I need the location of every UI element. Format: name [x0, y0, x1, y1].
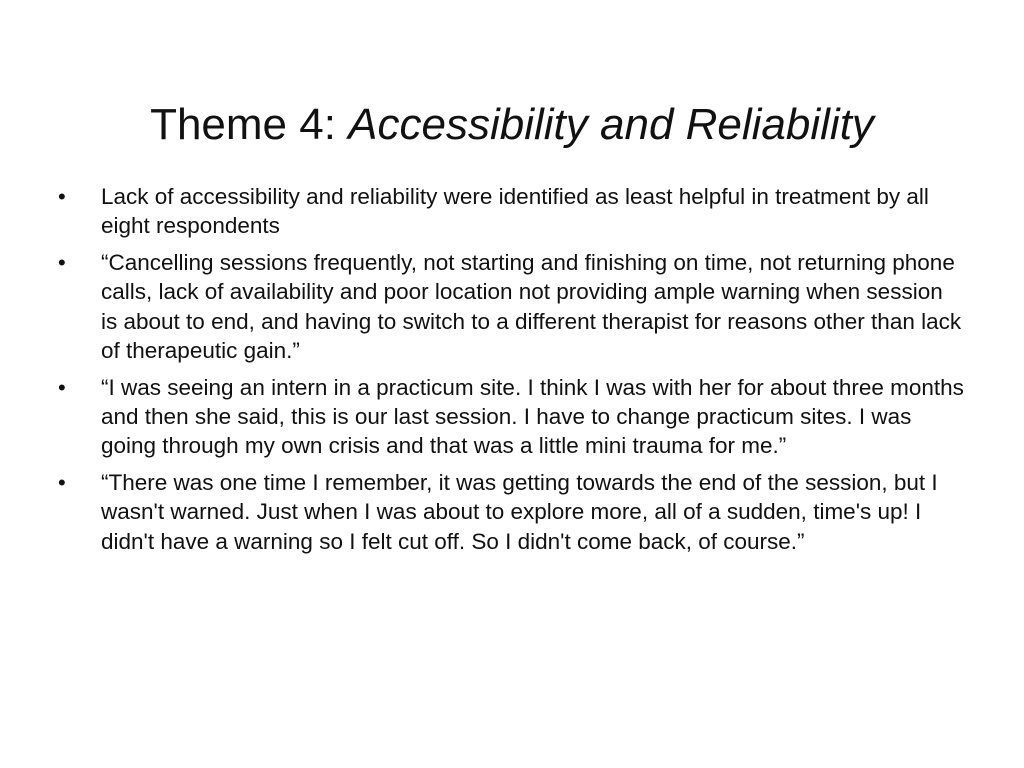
title-emphasis: Accessibility and Reliability	[348, 100, 874, 150]
bullet-list	[58, 182, 964, 564]
bullet-item	[58, 182, 964, 241]
title-prefix: Theme 4:	[150, 100, 349, 150]
bullet-icon: •	[58, 470, 66, 496]
bullet-text: “There was one time I remember, it was getting towards the end of the session, but I wasn't warned. Just when I was about to explore more, all of a sudden, time's up! I didn't have a warning so I felt cut off. So I didn't come back, of course.”	[101, 470, 938, 554]
bullet-item	[58, 373, 964, 461]
bullet-text: “Cancelling sessions frequently, not starting and finishing on time, not returning phone calls, lack of availability and poor location not providing ample warning when session is about to end, and having to switch to a different therapist for reasons other than lack of therapeutic gain.”	[101, 250, 962, 363]
bullet-text: Lack of accessibility and reliability were identified as least helpful in treatment by all eight respondents	[101, 184, 929, 239]
bullet-icon: •	[58, 184, 66, 209]
bullet-item	[58, 248, 964, 365]
bullet-item	[58, 468, 964, 556]
slide-title	[40, 95, 984, 155]
bullet-icon: •	[58, 374, 66, 400]
bullet-text: “I was seeing an intern in a practicum site. I think I was with her for about three months and then she said, this is our last session. I have to change practicum sites. I was going through my own crisis and that was a little mini trauma for me.”	[101, 374, 964, 459]
bullet-icon: •	[58, 250, 66, 276]
